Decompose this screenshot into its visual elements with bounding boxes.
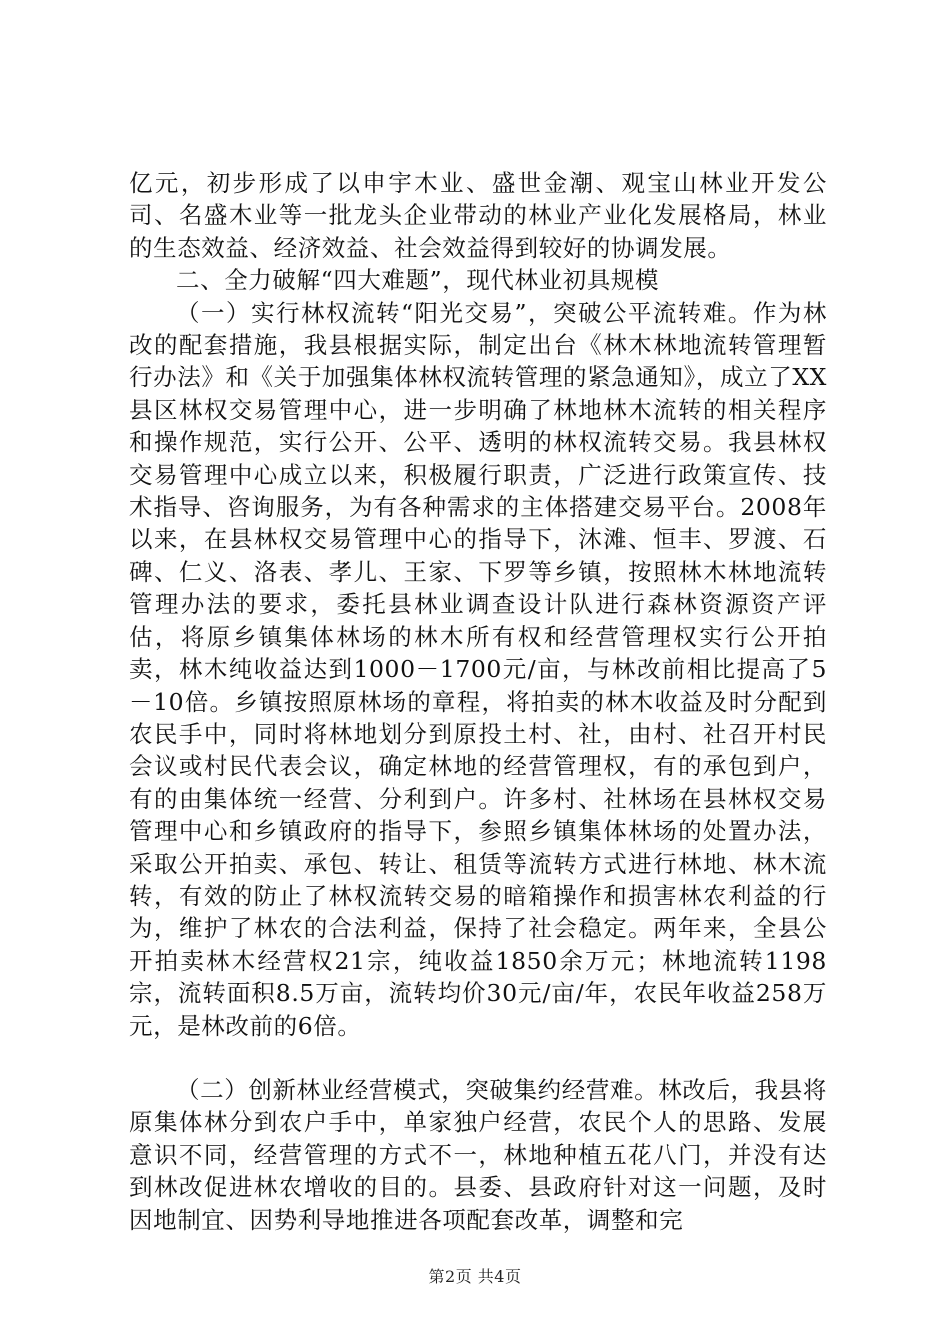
section-heading: 二、全力破解“四大难题”，现代林业初具规模	[176, 266, 660, 295]
paragraph-forest-rights-transfer: （一）实行林权流转“阳光交易”，突破公平流转难。作为林改的配套措施，我县根据实际，制定出台《林木林地流转管理暂行办法》和《关于加强集体林权流转管理的紧急通知》，成立了XX县区林权交易管理中心，进一步明确了林地林木流转的相关程序和操作规范，实行公开、公平、透明的林权流转交易。我县林权交易管理中心成立以来，积极履行职责，广泛进行政策宣传、技术指导、咨询服务，为有各种需求的主体搭建交易平台。2008年以来，在县林权交易管理中心的指导下，沐滩、恒丰、罗渡、石碑、仁义、洛表、孝儿、王家、下罗等乡镇，按照林木林地流转管理办法的要求，委托县林业调查设计队进行森林资源资产评估，将原乡镇集体林场的林木所有权和经营管理权实行公开拍卖，林木纯收益达到1000－1700元/亩，与林改前相比提高了5－10倍。乡镇按照原林场的章程，将拍卖的林木收益及时分配到农民手中，同时将林地划分到原投土村、社，由村、社召开村民会议或村民代表会议，确定林地的经营管理权，有的承包到户，有的由集体统一经营、分利到户。许多村、社林场在县林权交易管理中心和乡镇政府的指导下，参照乡镇集体林场的处置办法，采取公开拍卖、承包、转让、租赁等流转方式进行林地、林木流转，有效的防止了林权流转交易的暗箱操作和损害林农利益的行为，维护了林农的合法利益，保持了社会稳定。两年来，全县公开拍卖林木经营权21宗，纯收益1850余万元；林地流转1198宗，流转面积8.5万亩，流转均价30元/亩/年，农民年收益258万元，是林改前的6倍。	[129, 298, 827, 1040]
document-body	[129, 167, 827, 1236]
paragraph-spacer	[129, 1042, 827, 1074]
page-footer: 第2页 共4页	[428, 1267, 522, 1286]
continuation-paragraph: 亿元，初步形成了以申宇木业、盛世金潮、观宝山林业开发公司、名盛木业等一批龙头企业带动的林业产业化发展格局，林业的生态效益、经济效益、社会效益得到较好的协调发展。	[129, 169, 827, 262]
paragraph-forestry-management-model: （二）创新林业经营模式，突破集约经营难。林改后，我县将原集体林分到农户手中，单家独户经营，农民个人的思路、发展意识不同，经营管理的方式不一，林地种植五花八门，并没有达到林改促进林农增收的目的。县委、县政府针对这一问题，及时因地制宜、因势利导地推进各项配套改革，调整和完	[129, 1075, 827, 1234]
